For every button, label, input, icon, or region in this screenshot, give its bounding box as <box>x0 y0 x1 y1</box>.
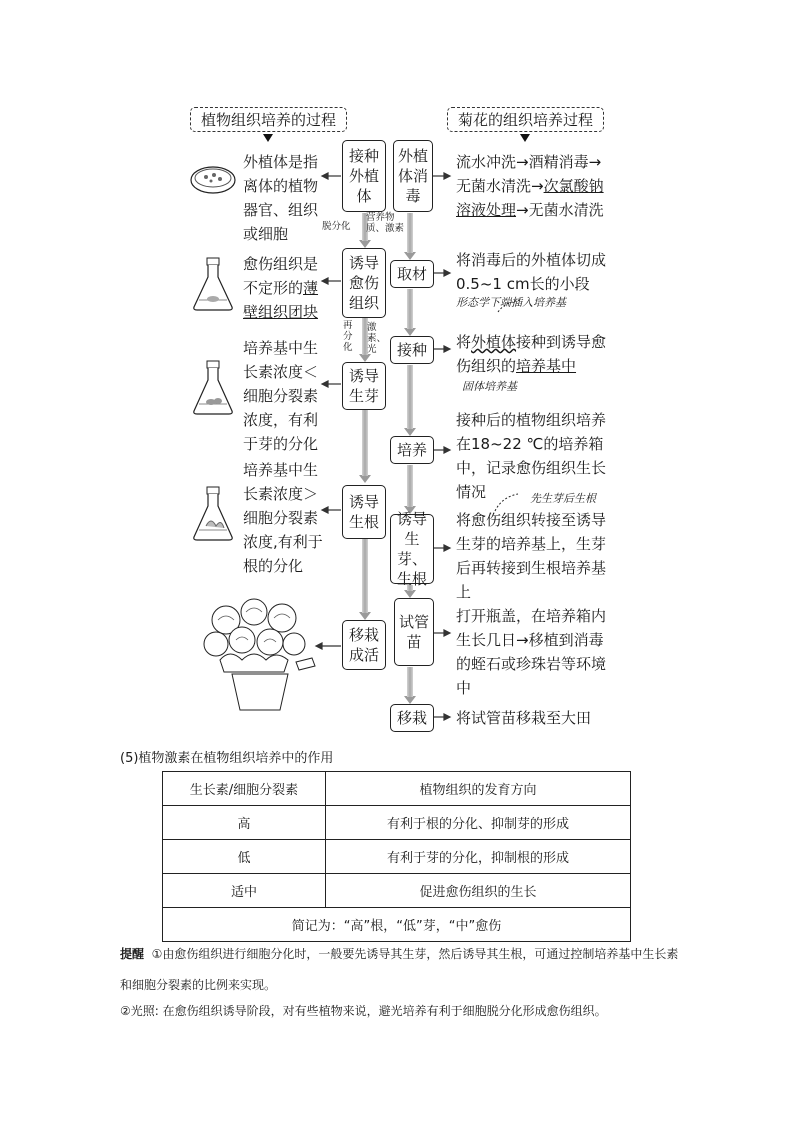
step-box-induce-callus: 诱导愈伤组织 <box>342 248 386 318</box>
tip-paragraph-1: 提醒 ①由愈伤组织进行细胞分化时，一般要先诱导其生芽，然后诱导其生根，可通过控制培养基中生长素和细胞分裂素的比例来实现。 <box>120 947 679 992</box>
table-cell: 有利于根的分化、抑制芽的形成 <box>326 806 631 840</box>
handwritten-note-lower-end: 形态学下端插入培养基 <box>456 296 566 309</box>
tip-paragraph-2: ②光照: 在愈伤组织诱导阶段，对有些植物来说，避光培养有利于细胞脱分化形成愈伤组织。 <box>120 1004 607 1018</box>
flask-root-illustration <box>190 484 238 544</box>
table-header-cell: 生长素/细胞分裂素 <box>163 772 326 806</box>
flow-bar <box>407 667 413 697</box>
step-box-collect-material: 取材 <box>390 260 434 288</box>
flow-bar <box>407 465 413 507</box>
step-box-induce-root: 诱导生根 <box>342 485 386 539</box>
desc-transplant: 将试管苗移栽至大田 <box>456 709 592 727</box>
step-box-transplant-survive: 移栽成活 <box>342 620 386 670</box>
desc-bud-root: 将愈伤组织转接至诱导生芽的培养基上，生芽后再转接到生根培养基上 <box>456 511 607 601</box>
table-header-cell: 植物组织的发育方向 <box>326 772 631 806</box>
petri-dish-illustration <box>188 160 238 200</box>
label-hormone-light: 激素、光 <box>367 322 387 355</box>
desc-explant: 外植体是指离体的植物器官、组织或细胞 <box>243 153 319 243</box>
step-box-inoculate: 接种 <box>390 336 434 364</box>
left-process-header: 植物组织培养的过程 <box>190 107 347 132</box>
handwritten-note-solid-medium: 固体培养基 <box>462 380 517 393</box>
flow-bar <box>362 410 368 476</box>
label-dedifferentiation: 脱分化 <box>322 221 351 232</box>
table-cell: 适中 <box>163 874 326 908</box>
table-summary-cell: 简记为：“高”根，“低”芽，“中”愈伤 <box>163 908 631 942</box>
table-row <box>163 806 631 840</box>
table-summary-row <box>163 908 631 942</box>
flow-bar <box>407 365 413 429</box>
right-process-header: 菊花的组织培养过程 <box>447 107 604 132</box>
desc-collect: 将消毒后的外植体切成0.5~1 cm长的小段 <box>456 251 607 293</box>
desc-inoculate: 将外植体接种到诱导愈伤组织的培养基中 <box>456 333 607 375</box>
label-redifferentiation: 再分化 <box>343 320 353 353</box>
flow-bar <box>362 539 368 613</box>
section-title: (5)植物激素在植物组织培养中的作用 <box>120 751 334 766</box>
step-box-culture: 培养 <box>390 436 434 464</box>
table-cell: 低 <box>163 840 326 874</box>
flask-callus-illustration <box>190 255 236 313</box>
desc-disinfection: 流水冲洗→酒精消毒→无菌水清洗→次氯酸钠溶液处理→无菌水清洗 <box>456 153 604 219</box>
step-box-transplant: 移栽 <box>390 704 434 732</box>
flask-bud-illustration <box>190 358 238 418</box>
tip-label: 提醒 <box>120 947 145 961</box>
table-header-row <box>163 772 631 806</box>
table-cell: 促进愈伤组织的生长 <box>326 874 631 908</box>
flow-bar <box>407 289 413 329</box>
potted-chrysanthemum-illustration <box>196 598 320 714</box>
desc-callus: 愈伤组织是不定形的薄壁组织团块 <box>243 255 319 321</box>
desc-root-ratio: 培养基中生长素浓度＞细胞分裂素浓度,有利于根的分化 <box>243 461 323 575</box>
handwritten-note-bud-first: 先生芽后生根 <box>530 492 596 505</box>
hormone-ratio-table <box>162 771 631 942</box>
table-cell: 有利于芽的分化，抑制根的形成 <box>326 840 631 874</box>
desc-bud-ratio: 培养基中生长素浓度＜细胞分裂素浓度，有利于芽的分化 <box>243 339 319 453</box>
table-cell: 高 <box>163 806 326 840</box>
step-box-test-tube-seedling: 试管苗 <box>394 598 434 666</box>
desc-culture: 接种后的植物组织培养在18~22 ℃的培养箱中，记录愈伤组织生长情况 <box>456 411 607 501</box>
table-row <box>163 874 631 908</box>
label-nutrients-hormones: 营养物质、激素 <box>366 212 405 234</box>
table-row <box>163 840 631 874</box>
step-box-inoculate-explant: 接种外植体 <box>342 140 386 212</box>
step-box-induce-bud: 诱导生芽 <box>342 362 386 410</box>
desc-seedling: 打开瓶盖，在培养箱内生长几日→移植到消毒的蛭石或珍珠岩等环境中 <box>456 607 607 697</box>
step-box-explant-disinfect: 外植体消毒 <box>393 140 433 212</box>
step-box-induce-bud-root: 诱导生芽、生根 <box>390 514 434 584</box>
